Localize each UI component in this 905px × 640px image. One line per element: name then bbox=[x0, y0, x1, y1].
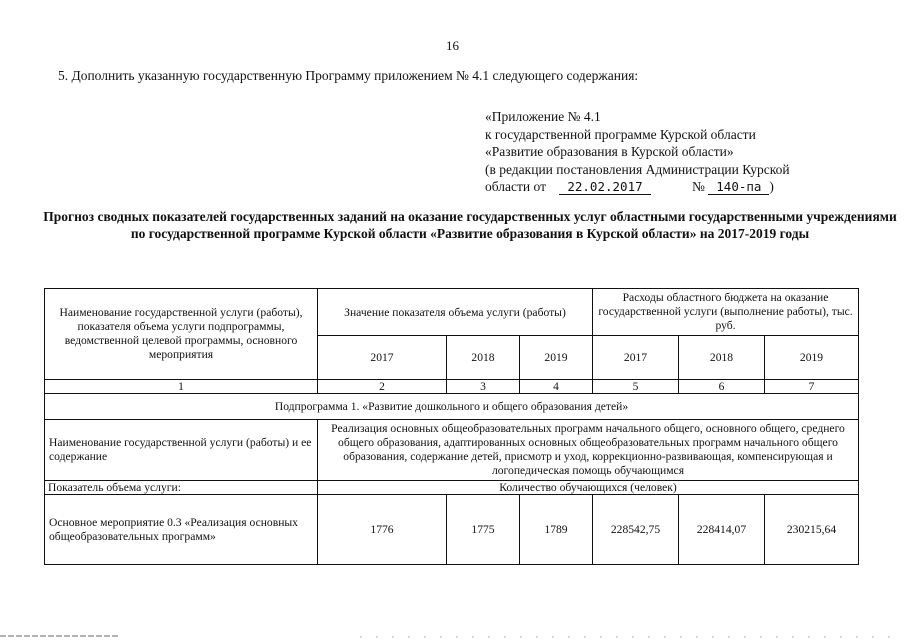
value-cell: 1789 bbox=[520, 495, 593, 565]
value-cell: 1776 bbox=[318, 495, 447, 565]
service-label: Наименование государственной услуги (работы) и ее содержание bbox=[45, 420, 318, 481]
year-cell: 2019 bbox=[765, 336, 859, 380]
appendix-date-prefix: области от bbox=[485, 179, 546, 194]
header-expenses: Расходы областного бюджета на оказание государственной услуги (выполнение работы), тыс. руб. bbox=[593, 289, 859, 336]
header-volume: Значение показателя объема услуги (работы) bbox=[318, 289, 593, 336]
appendix-line: «Развитие образования в Курской области» bbox=[485, 144, 734, 159]
year-cell: 2017 bbox=[593, 336, 679, 380]
intro-text: 5. Дополнить указанную государственную Программу приложением № 4.1 следующего содержания: bbox=[58, 68, 639, 83]
year-cell: 2019 bbox=[520, 336, 593, 380]
row-name: Основное мероприятие 0.3 «Реализация основных общеобразовательных программ» bbox=[45, 495, 318, 565]
header-service-name: Наименование государственной услуги (работы), показателя объема услуги подпрограммы, ведомственной целевой программы, основного мероприятия bbox=[45, 289, 318, 380]
column-number: 5 bbox=[593, 380, 679, 394]
column-number: 2 bbox=[318, 380, 447, 394]
column-number: 7 bbox=[765, 380, 859, 394]
appendix-line: к государственной программе Курской области bbox=[485, 126, 756, 142]
appendix-closing: ) bbox=[769, 179, 774, 194]
scan-edge-marks bbox=[0, 632, 905, 640]
forecast-table bbox=[44, 288, 859, 565]
appendix-line: (в редакции постановления Администрации Курской bbox=[485, 161, 790, 177]
appendix-date-line bbox=[485, 178, 885, 196]
value-cell: 230215,64 bbox=[765, 495, 859, 565]
value-cell: 1775 bbox=[447, 495, 520, 565]
subprogram-row: Подпрограмма 1. «Развитие дошкольного и общего образования детей» bbox=[45, 394, 859, 420]
column-number: 6 bbox=[679, 380, 765, 394]
appendix-number: 140-па bbox=[708, 179, 769, 195]
year-cell: 2018 bbox=[447, 336, 520, 380]
page-number: 16 bbox=[446, 38, 459, 53]
appendix-number-prefix: № bbox=[692, 179, 705, 194]
year-cell: 2017 bbox=[318, 336, 447, 380]
value-cell: 228414,07 bbox=[679, 495, 765, 565]
value-cell: 228542,75 bbox=[593, 495, 679, 565]
service-content: Реализация основных общеобразовательных программ начального общего, основного общего, среднего общего образования, адаптированных основных общеобразовательных программ начального общего образования, содержание детей, присмотр и уход, коррекционно-развивающая, компенсирующая и логопедическая помощь обучающимся bbox=[318, 420, 859, 481]
column-number: 1 bbox=[45, 380, 318, 394]
appendix-block bbox=[485, 108, 885, 196]
indicator-label: Показатель объема услуги: bbox=[45, 481, 318, 495]
appendix-line: «Приложение № 4.1 bbox=[485, 109, 601, 124]
column-number: 3 bbox=[447, 380, 520, 394]
document-title: Прогноз сводных показателей государственных заданий на оказание государственных услуг областными государственными учреждениями по государственной программе Курской области «Развитие образования в Курской области» на 2017-2019 годы bbox=[43, 209, 897, 241]
year-cell: 2018 bbox=[679, 336, 765, 380]
column-number: 4 bbox=[520, 380, 593, 394]
indicator-value: Количество обучающихся (человек) bbox=[318, 481, 859, 495]
appendix-date: 22.02.2017 bbox=[559, 179, 650, 195]
